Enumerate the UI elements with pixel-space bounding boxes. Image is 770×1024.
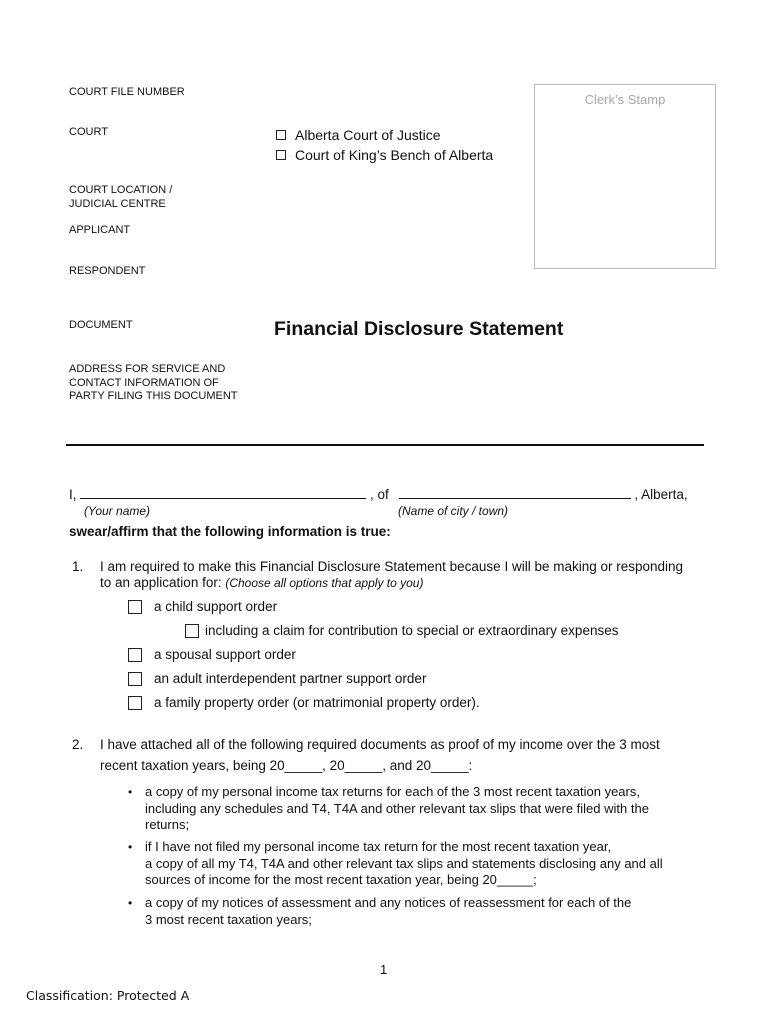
item1-line2-prefix: to an application for: [100, 575, 226, 590]
court-options [276, 125, 493, 165]
checkbox-kings-bench[interactable] [276, 150, 286, 160]
document-label: DOCUMENT [69, 319, 133, 331]
court-option-justice-label: Alberta Court of Justice [295, 127, 441, 143]
court-file-number-label: COURT FILE NUMBER [69, 86, 185, 98]
checkbox-child-support[interactable] [128, 600, 142, 614]
bullet-tax-slips-text [145, 839, 715, 889]
address-line3: PARTY FILING THIS DOCUMENT [69, 390, 238, 402]
item1-line1: I am required to make this Financial Disclosure Statement because I will be making or responding [100, 559, 684, 574]
classification-label: Classification: Protected A [26, 988, 190, 1003]
option-adult-partner-label: an adult interdependent partner support order [154, 671, 427, 686]
address-line2: CONTACT INFORMATION OF [69, 376, 219, 389]
bullet3-line1: a copy of my notices of assessment and any notices of reassessment for each of the [145, 895, 632, 910]
bullet-marker: • [128, 896, 133, 910]
option-special-expenses[interactable] [185, 623, 618, 638]
bullet2-line1: if I have not filed my personal income tax return for the most recent taxation year, [145, 839, 612, 854]
item2-number: 2. [72, 737, 84, 752]
bullet2-line2: a copy of all my T4, T4A and other relevant tax slips and statements disclosing any and all [145, 855, 663, 871]
address-for-service-label [69, 363, 238, 404]
clerks-stamp-label: Clerk’s Stamp [584, 92, 666, 107]
statement-suffix: , Alberta, [634, 487, 688, 502]
option-family-property[interactable] [128, 695, 480, 710]
item1-line2-hint: (Choose all options that apply to you) [225, 576, 424, 590]
your-name-hint: (Your name) [84, 504, 151, 518]
page-number: 1 [380, 962, 388, 977]
bullet-tax-returns [0, 784, 770, 838]
option-family-property-label: a family property order (or matrimonial property order). [154, 695, 480, 710]
section-divider [66, 444, 704, 446]
bullet2-line3: sources of income for the most recent taxation year, being 20_____; [145, 872, 537, 887]
applicant-label: APPLICANT [69, 224, 131, 236]
respondent-label: RESPONDENT [69, 265, 146, 277]
bullet-notices-text [145, 895, 715, 928]
city-field[interactable] [399, 487, 631, 499]
clerks-stamp-box [534, 84, 716, 269]
court-option-justice[interactable] [276, 125, 493, 145]
statement-line [69, 487, 688, 504]
option-child-support[interactable] [128, 599, 277, 614]
your-name-field[interactable] [80, 487, 366, 499]
court-option-kings-bench[interactable] [276, 145, 493, 165]
checkbox-spousal-support[interactable] [128, 648, 142, 662]
option-spousal-support-label: a spousal support order [154, 647, 296, 662]
item2-line1: I have attached all of the following required documents as proof of my income over the 3 most [100, 737, 660, 752]
bullet-marker: • [128, 785, 133, 799]
court-label: COURT [69, 126, 108, 138]
option-adult-partner[interactable] [128, 671, 426, 686]
court-location-line1: COURT LOCATION / [69, 184, 173, 196]
checkbox-adult-partner[interactable] [128, 672, 142, 686]
option-spousal-support[interactable] [128, 647, 296, 662]
option-special-expenses-label: including a claim for contribution to special or extraordinary expenses [205, 623, 619, 638]
checkbox-justice[interactable] [276, 130, 286, 140]
bullet-tax-slips [0, 839, 770, 893]
checkbox-family-property[interactable] [128, 696, 142, 710]
swear-affirm-text: swear/affirm that the following information is true: [69, 524, 391, 539]
bullet1-line1: a copy of my personal income tax returns for each of the 3 most recent taxation years, [145, 784, 640, 799]
statement-of: , of [370, 487, 389, 502]
bullet-tax-returns-text [145, 784, 715, 834]
option-child-support-label: a child support order [154, 599, 278, 614]
item1-number: 1. [72, 559, 84, 574]
item1-line2 [100, 575, 423, 592]
document-title: Financial Disclosure Statement [274, 318, 564, 340]
city-hint: (Name of city / town) [398, 504, 509, 518]
court-location-label [69, 184, 172, 211]
court-option-kings-bench-label: Court of King’s Bench of Alberta [295, 147, 494, 163]
checkbox-special-expenses[interactable] [185, 624, 199, 638]
statement-prefix: I, [69, 487, 77, 502]
address-line1: ADDRESS FOR SERVICE AND [69, 363, 226, 375]
bullet3-line2: 3 most recent taxation years; [145, 911, 312, 927]
item2-line2: recent taxation years, being 20_____, 20_____, and 20_____: [100, 758, 473, 773]
bullet1-line2: including any schedules and T4, T4A and other relevant tax slips that were filed with the [145, 800, 649, 816]
court-location-line2: JUDICIAL CENTRE [69, 197, 166, 210]
bullet-marker: • [128, 840, 133, 854]
bullet-notices-of-assessment [0, 895, 770, 931]
bullet1-line3: returns; [145, 817, 190, 832]
